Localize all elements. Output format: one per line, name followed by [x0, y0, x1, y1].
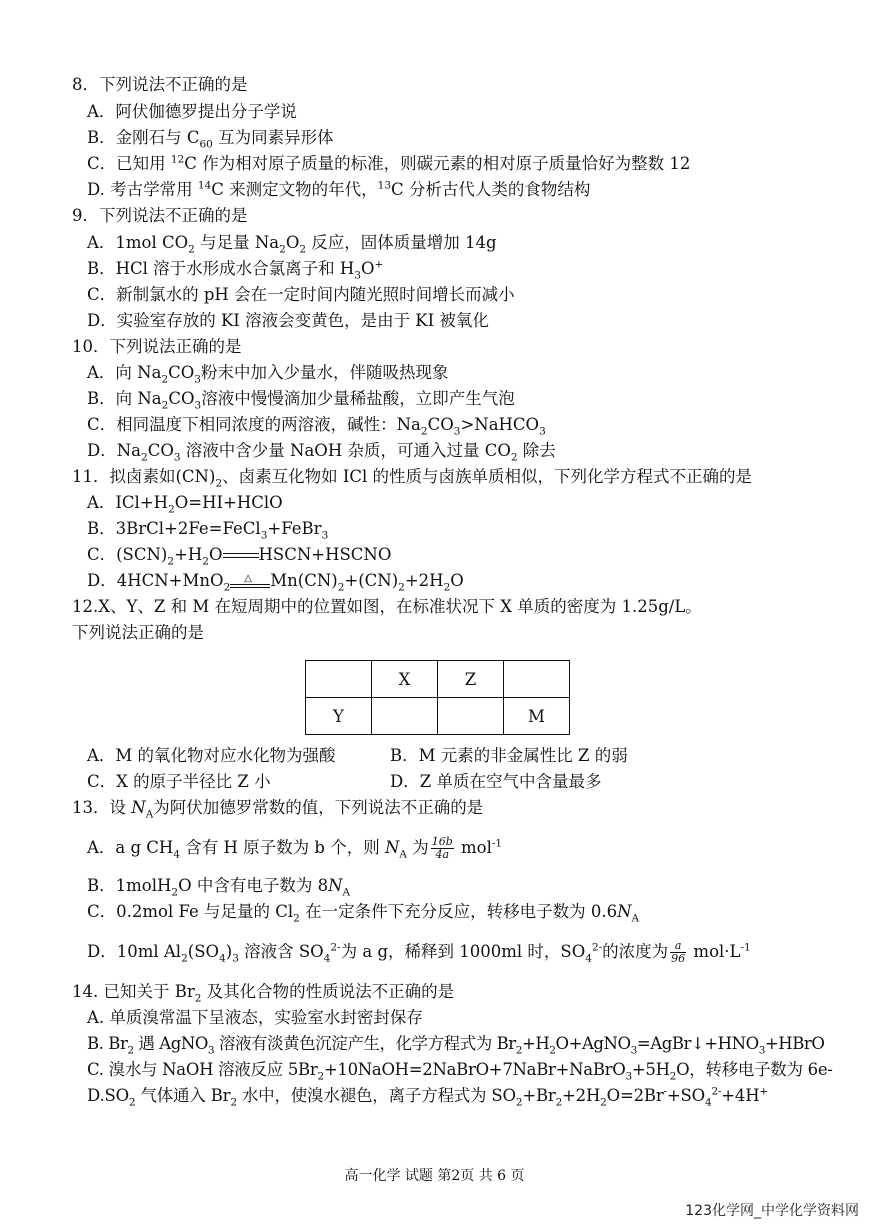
table-cell: M	[504, 698, 570, 735]
q10-option-d: D．$Na_2CO_3$ 溶液中含少量 NaOH 杂质，可通入过量 $CO_2$ 除去	[87, 441, 556, 464]
q12-option-a: A．M 的氧化物对应水化物为强酸	[87, 746, 336, 765]
q8-option-a: A．阿伏伽德罗提出分子学说	[87, 102, 297, 121]
periodic-position-table	[305, 660, 570, 735]
q10-option-b: B．向 $Na_2CO_3$溶液中慢慢滴加少量稀盐酸，立即产生气泡	[87, 389, 515, 412]
q8-option-c: C．已知用 $^{12}$C 作为相对原子质量的标准，则碳元素的相对原子质量恰好为整数 12	[87, 153, 691, 173]
q12-stem-2: 下列说法正确的是	[72, 623, 204, 642]
table-cell: Z	[438, 661, 504, 698]
q11-option-a: A．$ICl+H_2O=HI+HClO$	[87, 493, 283, 516]
q13-option-d: D．10ml $Al_2(SO_4)_3$ 溶液含 $SO_4^{2-}$为 a g，稀释到 1000ml 时，$SO_4^{2-}$的浓度为 $\frac{a}{96}$ $mol\cdot L^{-1}$	[87, 939, 751, 965]
q10-stem: 10．下列说法正确的是	[72, 337, 242, 356]
table-cell	[438, 698, 504, 735]
table-row	[306, 661, 570, 698]
table-cell	[372, 698, 438, 735]
q14-option-a: A. 单质溴常温下呈液态，实验室水封密封保存	[87, 1008, 423, 1027]
equilibrium-arrow-icon	[223, 549, 259, 563]
q12-option-b: B．M 元素的非金属性比 Z 的弱	[390, 746, 628, 765]
watermark: 123化学网_中学化学资料网	[685, 1203, 859, 1219]
table-cell	[504, 661, 570, 698]
q13-stem: 13．设 $N_A$为阿伏加德罗常数的值，下列说法不正确的是	[72, 798, 484, 821]
q11-option-d: D．4HCN+MnO$_2$ △ $Mn(CN)_2+(CN)_2+2H_2O$	[87, 571, 464, 594]
q10-option-a: A．向 $Na_2CO_3$粉末中加入少量水，伴随吸热现象	[87, 363, 449, 386]
q8-option-d: D. 考古学常用 $^{14}$C 来测定文物的年代，$^{13}$C 分析古代人类的食物结构	[87, 179, 591, 199]
page-footer: 高一化学 试题 第2页 共 6 页	[344, 1168, 525, 1184]
q9-option-a: A．1mol $CO_2$ 与足量 $Na_2O_2$ 反应，固体质量增加 14g	[87, 233, 497, 256]
q8-stem: 8．下列说法不正确的是	[72, 75, 248, 94]
q14-option-c: C. 溴水与 NaOH 溶液反应 $5Br_2+10NaOH=2NaBrO+7NaBr+NaBrO_3+5H_2O$，转移电子数为 6e-	[87, 1060, 833, 1083]
fraction: $\frac{16b}{4a}$	[431, 835, 453, 861]
table-cell: X	[372, 661, 438, 698]
table-cell	[306, 661, 372, 698]
q11-stem: 11．拟卤素如$(CN)_2$、卤素互化物如 ICl 的性质与卤族单质相似，下列化学方程式不正确的是	[72, 467, 753, 490]
table-row	[306, 698, 570, 735]
q9-option-d: D．实验室存放的 KI 溶液会变黄色，是由于 KI 被氧化	[87, 311, 489, 330]
q9-option-b: B．HCl 溶于水形成水合氯离子和 $H_3O^+$	[87, 258, 384, 282]
q12-option-d: D．Z 单质在空气中含量最多	[390, 772, 602, 791]
q9-option-c: C．新制氯水的 pH 会在一定时间内随光照时间增长而减小	[87, 285, 515, 304]
q11-option-b: B．3BrCl+2Fe=FeCl$_3$+FeBr$_3$	[87, 519, 329, 542]
q14-option-d: $D.SO_2$ 气体通入 $Br_2$ 水中，使溴水褪色，离子方程式为 $SO_2+Br_2+2H_2O=2Br^-+SO_4^{2-}+4H^+$	[87, 1085, 769, 1109]
q11-option-c: C．$(SCN)_2+H_2O$ HSCN+HSCNO	[87, 545, 392, 568]
q14-stem: 14. 已知关于 $Br_2$ 及其化合物的性质说法不正确的是	[72, 982, 455, 1005]
q10-option-c: C．相同温度下相同浓度的两溶液，碱性：$Na_2CO_3>NaHCO_3$	[87, 415, 546, 438]
table-cell: Y	[306, 698, 372, 735]
q9-stem: 9．下列说法不正确的是	[72, 206, 248, 225]
q13-option-b: B．1molH$_2$O 中含有电子数为 $8N_A$	[87, 876, 351, 899]
q8-option-b: B．金刚石与 $C_{60}$ 互为同素异形体	[87, 128, 334, 151]
q13-option-c: C．0.2mol Fe 与足量的 $Cl_2$ 在一定条件下充分反应，转移电子数为 $0.6N_A$	[87, 902, 640, 925]
q12-stem: 12.X、Y、Z 和 M 在短周期中的位置如图，在标准状况下 X 单质的密度为 1.25g/L。	[72, 597, 702, 616]
heating-condition-icon: △	[230, 574, 270, 590]
fraction: $\frac{a}{96}$	[671, 939, 686, 965]
q13-option-a: A．a g $CH_4$ 含有 H 原子数为 b 个，则 $N_A$ 为 $\frac{16b}{4a}$ mol$^{-1}$	[87, 835, 503, 861]
q14-option-b: B. $Br_2$ 遇 AgNO$_3$ 溶液有淡黄色沉淀产生，化学方程式为 $Br_2+H_2O+AgNO_3=AgBr↓+HNO_3+HBrO$	[87, 1034, 825, 1057]
q12-option-c: C．X 的原子半径比 Z 小	[87, 772, 271, 791]
